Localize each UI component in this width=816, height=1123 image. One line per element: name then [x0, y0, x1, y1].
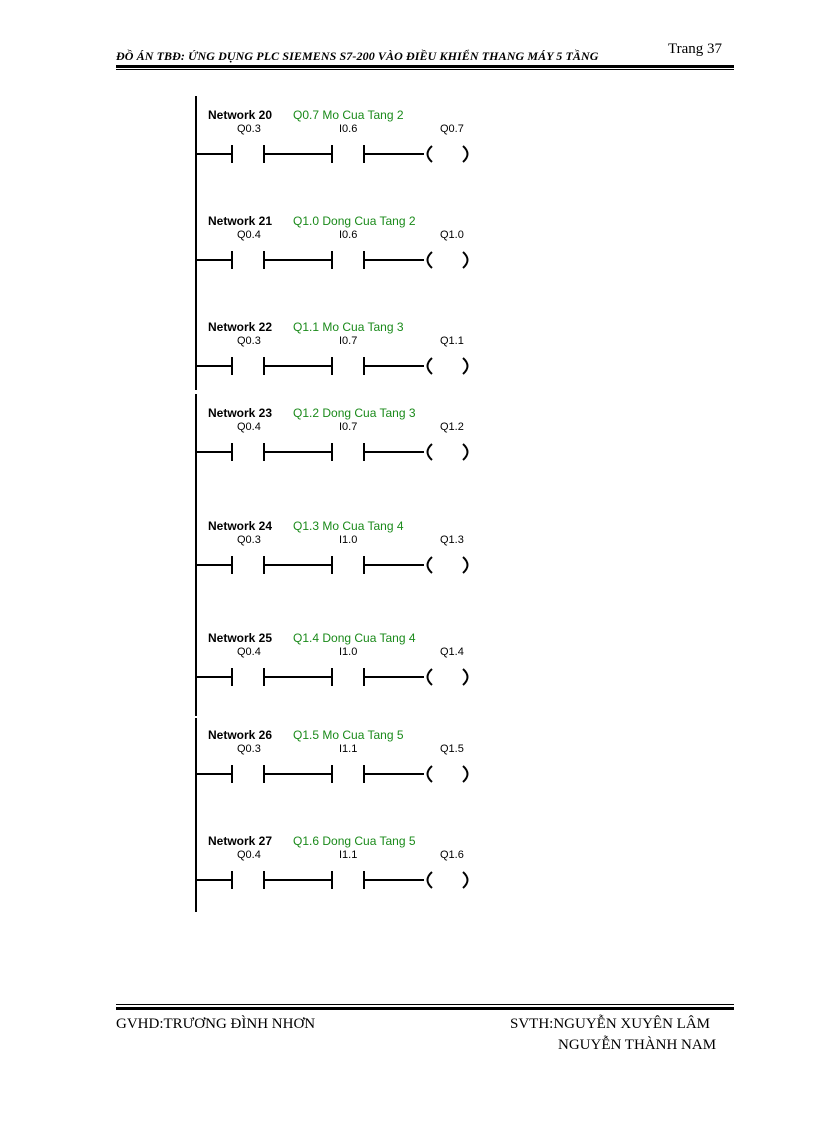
ladder-network — [196, 320, 468, 375]
contact-1 — [232, 443, 264, 461]
ladder-network — [196, 214, 468, 269]
coil — [428, 444, 468, 460]
contact-2-label: I1.1 — [339, 849, 358, 861]
coil — [428, 557, 468, 573]
contact-1-label: Q0.4 — [237, 421, 261, 433]
ladder-network — [196, 406, 468, 461]
network-comment: Q1.1 Mo Cua Tang 3 — [293, 320, 404, 334]
ladder-network — [196, 108, 468, 163]
ladder-network — [196, 519, 468, 574]
coil-label: Q1.2 — [440, 421, 464, 433]
footer-instructor: GVHD:TRƯƠNG ĐÌNH NHƠN — [116, 1016, 316, 1032]
network-comment: Q1.4 Dong Cua Tang 4 — [293, 631, 416, 645]
coil-label: Q1.6 — [440, 849, 464, 861]
footer-rule-thin — [116, 1004, 734, 1005]
coil — [428, 358, 468, 374]
coil — [428, 146, 468, 162]
contact-1-label: Q0.3 — [237, 123, 261, 135]
coil-label: Q0.7 — [440, 123, 464, 135]
ladder-network — [196, 728, 468, 783]
network-comment: Q1.3 Mo Cua Tang 4 — [293, 519, 404, 533]
contact-1 — [232, 871, 264, 889]
contact-1 — [232, 357, 264, 375]
contact-1 — [232, 251, 264, 269]
coil — [428, 872, 468, 888]
contact-2-label: I1.0 — [339, 646, 358, 658]
contact-2 — [332, 556, 364, 574]
footer-rule-thick — [116, 1007, 734, 1010]
contact-1-label: Q0.3 — [237, 534, 261, 546]
ladder-network — [196, 834, 468, 889]
contact-1-label: Q0.4 — [237, 849, 261, 861]
network-comment: Q1.0 Dong Cua Tang 2 — [293, 214, 416, 228]
contact-1 — [232, 145, 264, 163]
coil — [428, 252, 468, 268]
ladder-diagram — [180, 90, 500, 920]
page-number: Trang 37 — [668, 41, 723, 57]
coil-label: Q1.0 — [440, 229, 464, 241]
header-rule-thick — [116, 65, 734, 68]
contact-1 — [232, 668, 264, 686]
network-comment: Q1.5 Mo Cua Tang 5 — [293, 728, 404, 742]
contact-2 — [332, 443, 364, 461]
coil-label: Q1.4 — [440, 646, 464, 658]
header-title: ĐỒ ÁN TBĐ: ỨNG DỤNG PLC SIEMENS S7-200 VÀO ĐIỀU KHIỂN THANG MÁY 5 TẦNG — [116, 49, 599, 63]
network-name: Network 23 — [208, 406, 273, 420]
contact-2 — [332, 145, 364, 163]
contact-2-label: I0.7 — [339, 421, 358, 433]
contact-2-label: I0.6 — [339, 123, 358, 135]
coil — [428, 669, 468, 685]
contact-1-label: Q0.3 — [237, 743, 261, 755]
coil-label: Q1.1 — [440, 335, 464, 347]
network-name: Network 20 — [208, 108, 273, 122]
contact-2 — [332, 251, 364, 269]
contact-1-label: Q0.4 — [237, 229, 261, 241]
contact-1-label: Q0.3 — [237, 335, 261, 347]
network-comment: Q1.6 Dong Cua Tang 5 — [293, 834, 416, 848]
network-name: Network 22 — [208, 320, 273, 334]
ladder-network — [196, 631, 468, 686]
footer-student-1: SVTH:NGUYỄN XUYÊN LÂM — [510, 1016, 710, 1032]
network-name: Network 21 — [208, 214, 273, 228]
coil — [428, 766, 468, 782]
network-comment: Q1.2 Dong Cua Tang 3 — [293, 406, 416, 420]
contact-2-label: I1.1 — [339, 743, 358, 755]
coil-label: Q1.3 — [440, 534, 464, 546]
contact-2 — [332, 871, 364, 889]
network-name: Network 27 — [208, 834, 273, 848]
contact-1-label: Q0.4 — [237, 646, 261, 658]
contact-1 — [232, 765, 264, 783]
contact-2-label: I0.6 — [339, 229, 358, 241]
contact-2 — [332, 357, 364, 375]
footer-student-2: NGUYỄN THÀNH NAM — [558, 1037, 717, 1053]
coil-label: Q1.5 — [440, 743, 464, 755]
header-rule-thin — [116, 69, 734, 70]
contact-1 — [232, 556, 264, 574]
network-comment: Q0.7 Mo Cua Tang 2 — [293, 108, 404, 122]
network-name: Network 24 — [208, 519, 273, 533]
contact-2-label: I0.7 — [339, 335, 358, 347]
contact-2 — [332, 765, 364, 783]
contact-2-label: I1.0 — [339, 534, 358, 546]
network-name: Network 25 — [208, 631, 273, 645]
network-name: Network 26 — [208, 728, 273, 742]
contact-2 — [332, 668, 364, 686]
